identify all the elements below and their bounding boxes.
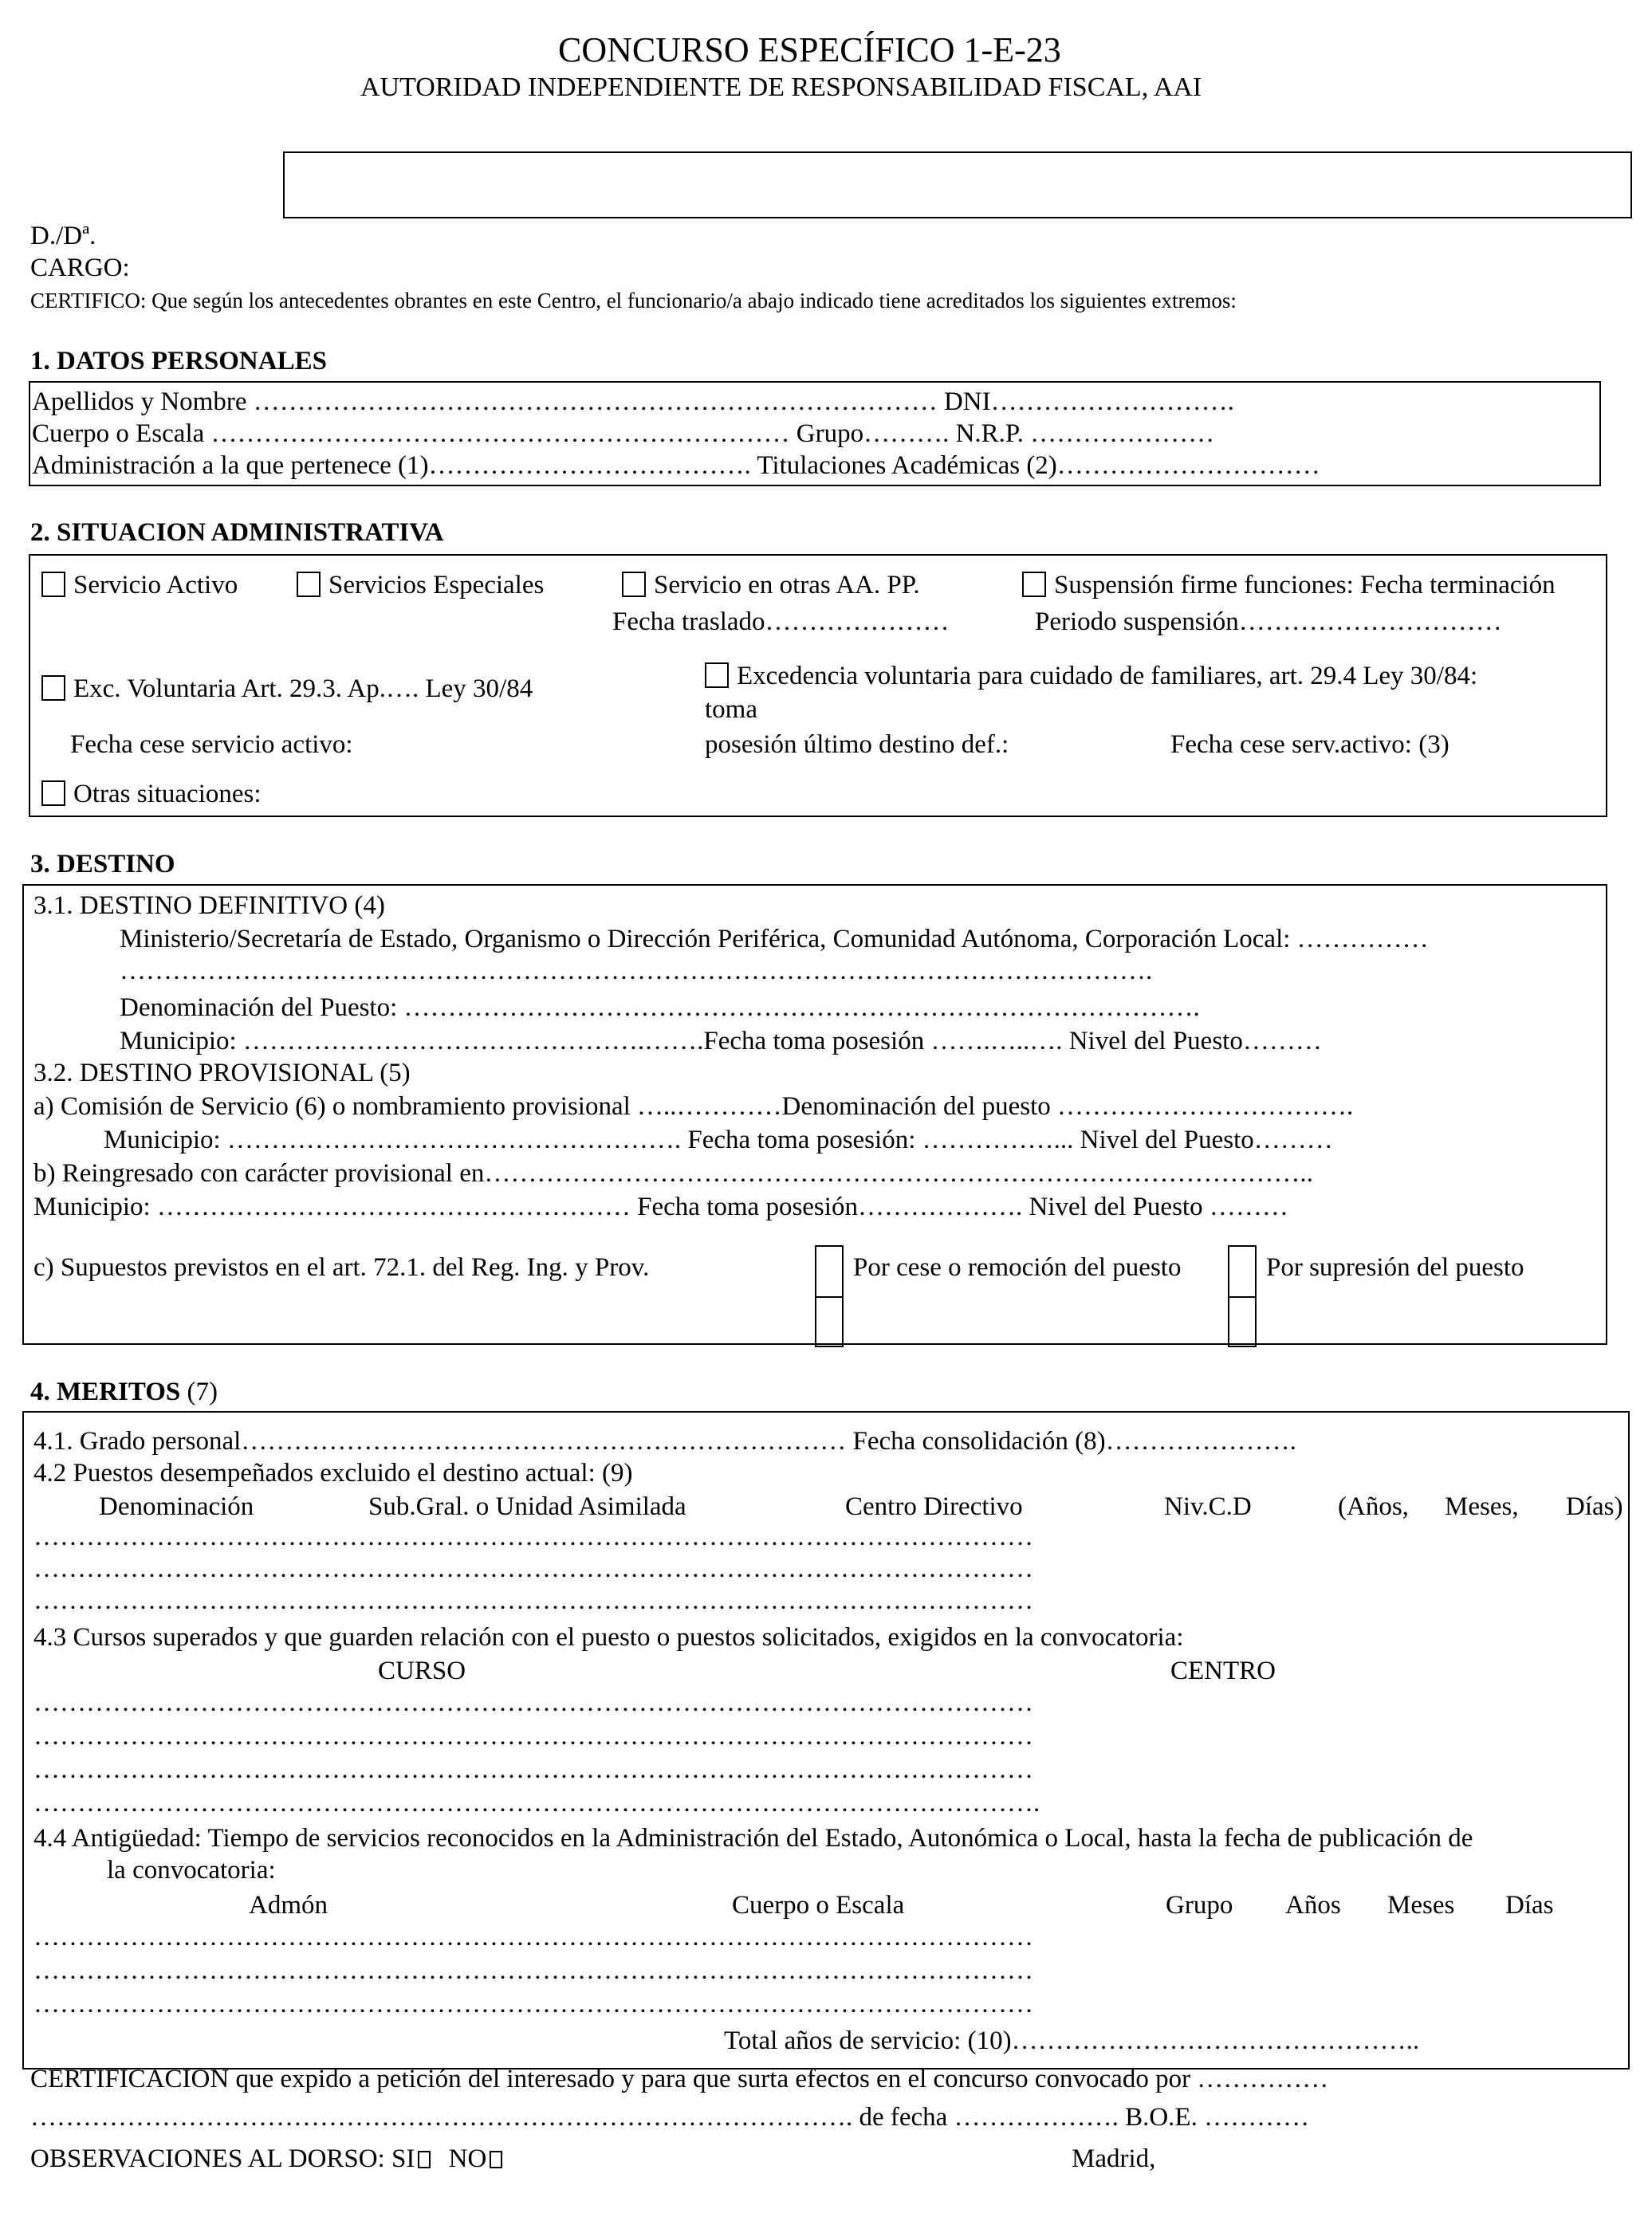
cursos-dots-line[interactable]: …………………………………………………………………………………………………… bbox=[33, 1688, 1033, 1717]
certifico-text: CERTIFICO: Que según los antecedentes obrantes en este Centro, el funcionario/a abajo indicado tiene acreditados los siguientes extremos: bbox=[30, 289, 1237, 312]
destino-provisional-heading: 3.2. DESTINO PROVISIONAL (5) bbox=[33, 1059, 411, 1087]
antiguedad-dots-line[interactable]: …………………………………………………………………………………………………… bbox=[33, 1990, 1033, 2018]
checkbox-supresion[interactable] bbox=[1228, 1245, 1257, 1347]
checkbox-square-icon[interactable] bbox=[41, 675, 65, 701]
provisional-a-line[interactable]: a) Comisión de Servicio (6) o nombramiento provisional …..…………Denominación del puesto ……………………………. bbox=[33, 1092, 1354, 1121]
checkbox-suspension[interactable] bbox=[1022, 571, 1556, 601]
puestos-dots-line[interactable]: …………………………………………………………………………………………………… bbox=[33, 1523, 1033, 1551]
checkbox-square-icon[interactable] bbox=[297, 572, 321, 597]
checkbox-square-icon[interactable] bbox=[1022, 572, 1046, 597]
col-meses: Meses, bbox=[1445, 1492, 1519, 1521]
section-4-heading bbox=[30, 1378, 218, 1408]
provisional-b-municipio-line[interactable]: Municipio: ……………………………………………… Fecha toma posesión………………. Nivel del Puesto ……… bbox=[33, 1193, 1288, 1221]
datos-line-cuerpo[interactable]: Cuerpo o Escala ………………………………………………………… Grupo………. N.R.P. ………………… bbox=[32, 419, 1215, 448]
observaciones-label: OBSERVACIONES AL DORSO: SI bbox=[30, 2144, 415, 2173]
col-centro-directivo: Centro Directivo bbox=[845, 1492, 1023, 1521]
checkbox-cese-remocion[interactable] bbox=[815, 1245, 844, 1347]
col-curso: CURSO bbox=[378, 1657, 466, 1685]
checkbox-label: Excedencia voluntaria para cuidado de familiares, art. 29.4 Ley 30/84: bbox=[737, 662, 1478, 690]
document-title: CONCURSO ESPECÍFICO 1-E-23 bbox=[558, 30, 1061, 69]
checkbox-servicio-activo[interactable] bbox=[41, 571, 238, 601]
total-anos-servicio[interactable]: Total años de servicio: (10)……………………………………….. bbox=[724, 2026, 1420, 2055]
destino-definitivo-heading: 3.1. DESTINO DEFINITIVO (4) bbox=[33, 891, 385, 920]
col-dias2: Días bbox=[1505, 1891, 1554, 1920]
supresion-label: Por supresión del puesto bbox=[1266, 1253, 1524, 1282]
checkbox-si[interactable] bbox=[418, 2151, 431, 2168]
certificacion-fecha-line[interactable]: …………………………………………………………………………………. de fecha ………………. B.O.E. ………… bbox=[30, 2103, 1310, 2132]
toma-label: toma bbox=[705, 695, 757, 724]
checkbox-servicios-especiales[interactable] bbox=[297, 571, 544, 601]
checkbox-label: Exc. Voluntaria Art. 29.3. Ap.…. Ley 30/84 bbox=[73, 674, 533, 703]
col-nivcd: Niv.C.D bbox=[1164, 1492, 1252, 1521]
provisional-a-municipio-line[interactable]: Municipio: ……………………………………………. Fecha toma posesión: ……………... Nivel del Puesto……… bbox=[104, 1126, 1333, 1154]
section-2-heading: 2. SITUACION ADMINISTRATIVA bbox=[30, 518, 444, 547]
section-1-heading: 1. DATOS PERSONALES bbox=[30, 347, 327, 375]
antiguedad-dots-line[interactable]: …………………………………………………………………………………………………… bbox=[33, 1923, 1033, 1952]
fecha-traslado[interactable]: Fecha traslado………………… bbox=[612, 607, 950, 636]
destino-municipio-line[interactable]: Municipio: ……………………………………….…….Fecha toma posesión …….…..…. Nivel del Puesto……… bbox=[120, 1027, 1322, 1055]
col-denominacion: Denominación bbox=[99, 1492, 254, 1521]
periodo-suspension[interactable]: Periodo suspensión………………………… bbox=[1035, 607, 1502, 636]
certificacion-line[interactable]: CERTIFICACION que expido a petición del interesado y para que surta efectos en el concurso convocado por …………… bbox=[30, 2065, 1329, 2093]
provisional-c-line: c) Supuestos previstos en el art. 72.1. del Reg. Ing. y Prov. bbox=[33, 1253, 650, 1282]
cargo-label: CARGO: bbox=[30, 254, 130, 282]
cursos-dots-line[interactable]: …………………………………………………………………………………………………… bbox=[33, 1722, 1033, 1751]
antiguedad-heading-cont: la convocatoria: bbox=[107, 1856, 276, 1885]
checkbox-square-icon[interactable] bbox=[705, 662, 729, 688]
checkbox-otras-aapp[interactable] bbox=[622, 571, 920, 601]
destino-dots-line[interactable]: ………………………………………………………………………………………………………. bbox=[120, 957, 1153, 985]
checkbox-label: Servicio Activo bbox=[73, 571, 238, 599]
col-admon: Admón bbox=[249, 1891, 328, 1920]
antiguedad-heading: 4.4 Antigüedad: Tiempo de servicios reconocidos en la Administración del Estado, Autonómica o Local, hasta la fecha de publicación de bbox=[33, 1824, 1473, 1853]
cursos-dots-line[interactable]: …………………………………………………………………………………………………… bbox=[33, 1755, 1033, 1784]
col-cuerpo: Cuerpo o Escala bbox=[732, 1891, 905, 1920]
cese-remocion-label: Por cese o remoción del puesto bbox=[853, 1253, 1182, 1282]
checkbox-square-icon[interactable] bbox=[622, 572, 646, 597]
certifier-name-field[interactable] bbox=[283, 151, 1632, 218]
checkbox-exc-voluntaria[interactable] bbox=[41, 674, 533, 705]
col-subgral: Sub.Gral. o Unidad Asimilada bbox=[368, 1492, 686, 1521]
destino-denominacion-line[interactable]: Denominación del Puesto: ………………………………………………………………………………. bbox=[120, 993, 1200, 1022]
madrid-label: Madrid, bbox=[1072, 2144, 1156, 2173]
checkbox-label: Servicios Especiales bbox=[328, 571, 545, 599]
destino-ministerio-line[interactable]: Ministerio/Secretaría de Estado, Organismo o Dirección Periférica, Comunidad Autónoma, Corporación Local: …………… bbox=[120, 925, 1429, 953]
puestos-dots-line[interactable]: …………………………………………………………………………………………………… bbox=[33, 1586, 1033, 1615]
section-4-heading-note: (7) bbox=[187, 1378, 218, 1406]
checkbox-no[interactable] bbox=[490, 2151, 502, 2168]
grado-personal-line[interactable]: 4.1. Grado personal…………………………………………………………… Fecha consolidación (8)…………………. bbox=[33, 1427, 1296, 1456]
document-subtitle: AUTORIDAD INDEPENDIENTE DE RESPONSABILIDAD FISCAL, AAI bbox=[360, 73, 1202, 102]
cursos-dots-line[interactable]: ……………………………………………………………………………………………………. bbox=[33, 1789, 1040, 1818]
checkbox-square-icon[interactable] bbox=[41, 572, 65, 597]
cursos-heading: 4.3 Cursos superados y que guarden relación con el puesto o puestos solicitados, exigidos en la convocatoria: bbox=[33, 1623, 1184, 1652]
checkbox-otras-situaciones[interactable] bbox=[41, 780, 262, 810]
datos-line-nombre[interactable]: Apellidos y Nombre …………………………………………………………………… DNI………………………. bbox=[32, 387, 1234, 416]
checkbox-excedencia-familiares[interactable] bbox=[705, 662, 1477, 692]
checkbox-label: Servicio en otras AA. PP. bbox=[654, 571, 920, 599]
puestos-heading: 4.2 Puestos desempeñados excluido el destino actual: (9) bbox=[33, 1459, 633, 1488]
posesion-ultimo-destino[interactable]: posesión último destino def.: bbox=[705, 730, 1009, 759]
section-4-heading-text: 4. MERITOS bbox=[30, 1378, 181, 1406]
dd-label: D./Dª. bbox=[30, 222, 96, 250]
observaciones-line bbox=[30, 2144, 502, 2175]
puestos-dots-line[interactable]: …………………………………………………………………………………………………… bbox=[33, 1555, 1033, 1583]
fecha-cese-serv-activo[interactable]: Fecha cese serv.activo: (3) bbox=[1170, 730, 1449, 759]
section-3-heading: 3. DESTINO bbox=[30, 850, 175, 879]
checkbox-label: Otras situaciones: bbox=[73, 780, 262, 808]
col-centro: CENTRO bbox=[1170, 1657, 1276, 1685]
no-label: NO bbox=[448, 2144, 487, 2173]
antiguedad-dots-line[interactable]: …………………………………………………………………………………………………… bbox=[33, 1956, 1033, 1985]
datos-line-administracion[interactable]: Administración a la que pertenece (1)………………………………. Titulaciones Académicas (2)………………………… bbox=[32, 451, 1320, 480]
checkbox-square-icon[interactable] bbox=[41, 780, 65, 806]
col-anos2: Años bbox=[1285, 1891, 1341, 1920]
col-meses2: Meses bbox=[1387, 1891, 1455, 1920]
col-dias: Días) bbox=[1566, 1492, 1623, 1521]
fecha-cese-servicio-activo[interactable]: Fecha cese servicio activo: bbox=[70, 730, 353, 759]
col-grupo: Grupo bbox=[1166, 1891, 1233, 1920]
col-anos: (Años, bbox=[1338, 1492, 1409, 1521]
checkbox-label: Suspensión firme funciones: Fecha terminación bbox=[1054, 571, 1556, 599]
provisional-b-line[interactable]: b) Reingresado con carácter provisional en………………………………………………………………………………….. bbox=[33, 1159, 1313, 1188]
